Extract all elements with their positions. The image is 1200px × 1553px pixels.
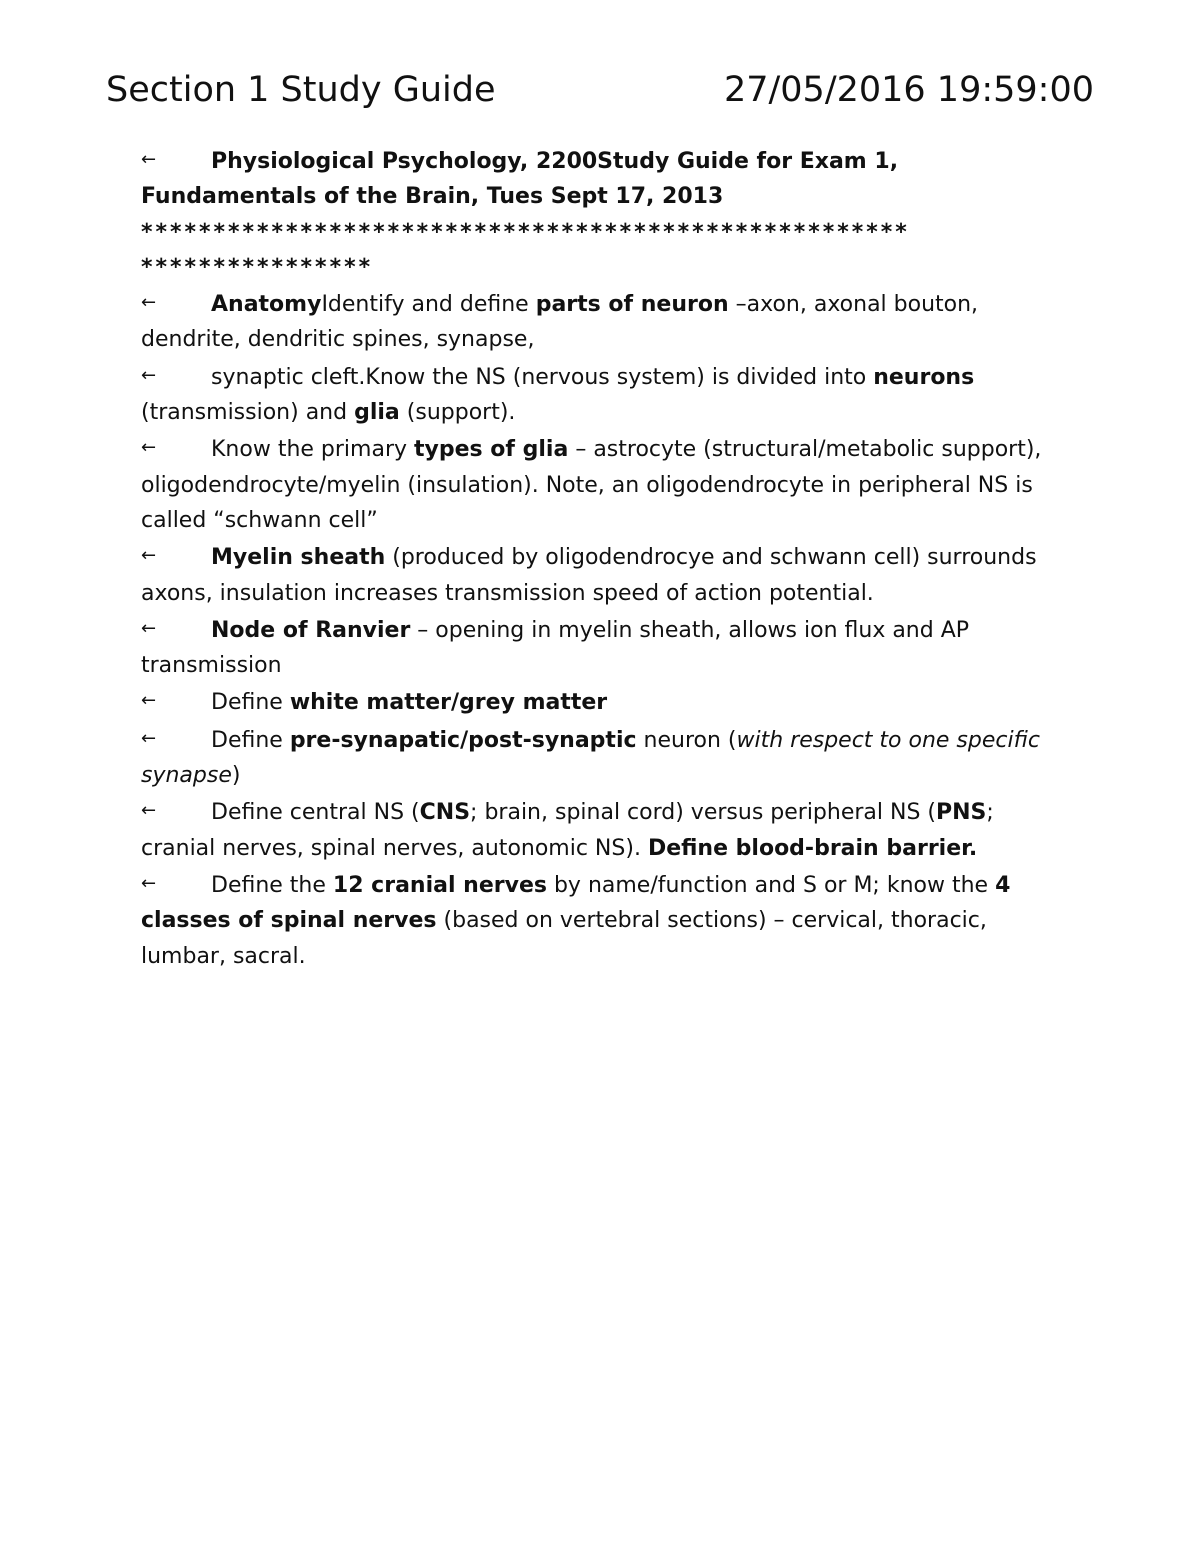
term: Myelin sheath [211,545,386,571]
term: Anatomy [211,292,322,318]
item-text: Define central NS ( [211,800,420,826]
item-text: (support). [399,400,516,426]
item-text: neuron ( [636,727,737,753]
item-text: (based on vertebral sections) – cervical, thoracic, lumbar, sacral. [141,908,987,969]
study-guide-list [141,142,1066,974]
separator-stars: **************** [141,254,374,280]
term: neurons [873,364,975,390]
item-text: Define the [211,872,333,898]
term: 12 cranial nerves [332,872,547,898]
item-text: by name/function and S or M; know the [546,872,996,898]
list-item [141,611,1066,684]
item-text: – astrocyte (structural/metabolic support), oligodendrocyte/myelin (insulation). Note, an oligodendrocyte in peripheral NS is called “schwann cell” [141,437,1042,533]
term: CNS [419,800,471,826]
separator-stars: ***************************************************** [141,219,910,245]
list-item [141,866,1066,974]
item-text: ; cranial nerves, spinal nerves, autonomic NS). [141,800,994,861]
document-title: Section 1 Study Guide [106,70,496,110]
list-item [141,683,1066,720]
list-item [141,142,1066,285]
item-text: –axon, axonal bouton, dendrite, dendritic spines, synapse, [141,292,979,353]
item-text: – opening in myelin sheath, allows ion flux and AP transmission [141,617,970,679]
list-item [141,285,1066,358]
item-text: Define [211,690,290,716]
document-datetime: 27/05/2016 19:59:00 [723,70,1094,110]
list-item [141,430,1066,538]
term: PNS [936,800,987,826]
arrow-left-icon: ← [141,690,157,712]
arrow-left-icon: ← [141,727,157,749]
item-text: ) [231,763,241,789]
arrow-left-icon: ← [141,872,157,894]
list-item [141,538,1066,611]
page-header [106,70,1094,122]
term: glia [354,400,400,426]
list-item [141,793,1066,866]
term: white matter/grey matter [289,690,608,716]
item-text: synaptic cleft.Know the NS (nervous system) is divided into [211,364,874,390]
item-text: (produced by oligodendrocye and schwann cell) surrounds axons, insulation increases transmission speed of action potential. [141,545,1037,606]
term: Node of Ranvier [211,617,411,643]
arrow-left-icon: ← [141,292,157,314]
list-item [141,358,1066,431]
term: Define blood-brain barrier. [647,835,978,861]
arrow-left-icon: ← [141,149,157,170]
item-text: Know the primary [211,437,415,463]
arrow-left-icon: ← [141,617,157,639]
item-text: (transmission) and [141,400,355,426]
term: 4 classes of spinal nerves [141,872,1011,934]
term: parts of neuron [535,292,729,318]
term: pre-synapatic/post-synaptic [289,727,637,753]
course-heading: Physiological Psychology, 2200Study Guide for Exam 1, Fundamentals of the Brain, Tues Sept 17, 2013 [141,149,899,210]
arrow-left-icon: ← [141,800,157,822]
arrow-left-icon: ← [141,437,157,459]
term: types of glia [414,437,569,463]
item-text: ; brain, spinal cord) versus peripheral NS ( [470,800,936,826]
item-text: Identify and define [321,292,536,318]
arrow-left-icon: ← [141,364,157,386]
arrow-left-icon: ← [141,545,157,567]
item-text: Define [211,727,290,753]
list-item [141,721,1066,794]
item-italic-text: with respect to one specific synapse [141,727,1040,789]
